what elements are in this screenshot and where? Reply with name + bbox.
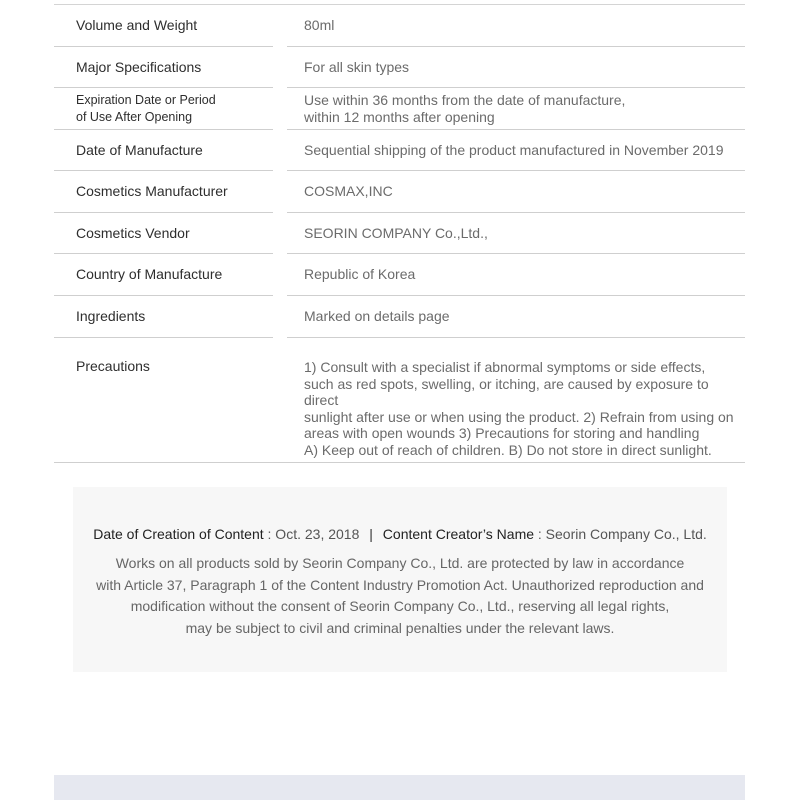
creation-date-label: Date of Creation of Content — [93, 526, 264, 542]
creator-name-label: Content Creator’s Name — [382, 526, 535, 542]
spec-value: Republic of Korea — [304, 266, 416, 283]
content-meta-line — [73, 525, 727, 543]
copyright-line: Works on all products sold by Seorin Company Co., Ltd. are protected by law in accordance — [115, 555, 685, 571]
spec-label: Cosmetics Manufacturer — [76, 183, 228, 199]
spec-row-ingredients — [54, 296, 745, 338]
spec-label: Ingredients — [76, 308, 146, 324]
copyright-notice — [73, 487, 727, 672]
spec-value: 1) Consult with a specialist if abnormal symptoms or side effects, such as red spots, swelling, or itching, are caused by exposure to direct sunlight after use or when using the product. 2) Refrain from using on areas with open wounds 3) Precautions for storing and handling A) Keep out of reach of children. B) Do not store in direct sunlight. — [304, 359, 734, 458]
spec-row-precautions — [54, 338, 745, 463]
spec-value: COSMAX,INC — [304, 183, 393, 200]
spec-value: For all skin types — [304, 58, 410, 75]
spec-value: Marked on details page — [304, 308, 450, 325]
spec-row-major-specifications — [54, 47, 745, 88]
spec-label: Volume and Weight — [76, 17, 198, 33]
product-spec-table — [54, 5, 745, 463]
spec-row-volume — [54, 5, 745, 47]
meta-separator: | — [369, 526, 373, 542]
spec-label: Country of Manufacture — [76, 266, 223, 282]
spec-row-country — [54, 254, 745, 296]
spec-value: 80ml — [304, 17, 335, 34]
spec-value: Use within 36 months from the date of manufacture, within 12 months after opening — [304, 92, 626, 125]
spec-label: Major Specifications — [76, 58, 202, 75]
spec-label: Cosmetics Vendor — [76, 224, 190, 241]
spec-row-date-of-manufacture — [54, 130, 745, 171]
copyright-line: with Article 37, Paragraph 1 of the Content Industry Promotion Act. Unauthorized reproduction and — [96, 576, 704, 593]
footer-band — [54, 775, 745, 800]
spec-label: Date of Manufacture — [76, 141, 203, 158]
creator-name-value: : Seorin Company Co., Ltd. — [537, 526, 707, 542]
spec-row-expiration — [54, 88, 745, 130]
spec-label: Precautions — [76, 358, 150, 374]
spec-value: SEORIN COMPANY Co.,Ltd., — [304, 224, 488, 241]
copyright-line: modification without the consent of Seorin Company Co., Ltd., reserving all legal rights, — [130, 598, 670, 614]
spec-value: Sequential shipping of the product manufactured in November 2019 — [304, 141, 724, 158]
spec-row-manufacturer — [54, 171, 745, 213]
spec-label: Expiration Date or Period of Use After Opening — [76, 92, 216, 124]
creation-date-value: : Oct. 23, 2018 — [267, 526, 360, 542]
copyright-line: may be subject to civil and criminal penalties under the relevant laws. — [185, 619, 615, 636]
spec-row-vendor — [54, 213, 745, 254]
copyright-text — [73, 553, 727, 639]
